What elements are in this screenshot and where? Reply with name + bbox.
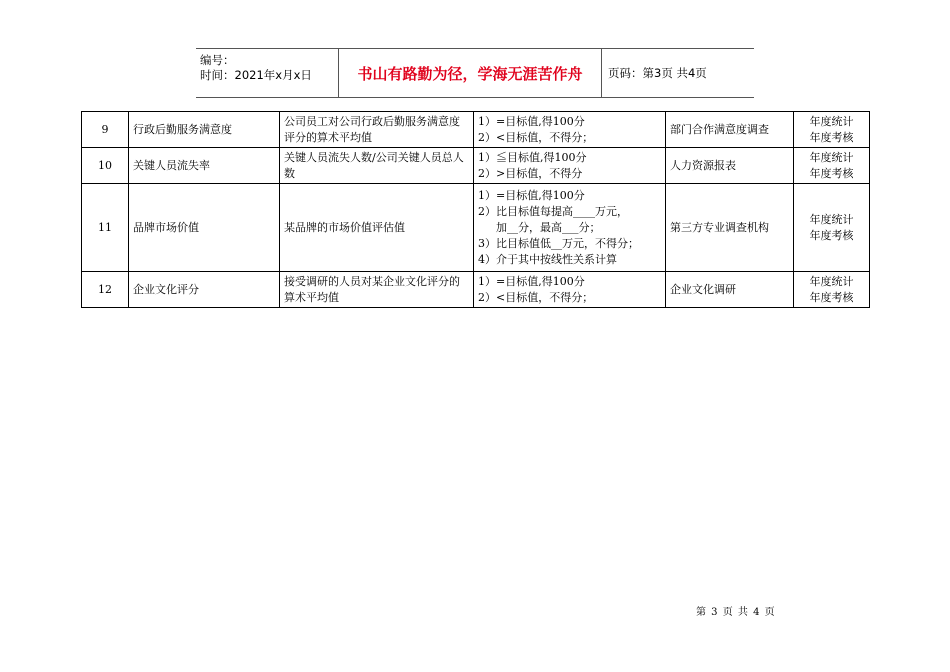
scoring-rules bbox=[474, 148, 666, 184]
document-number-label: 编号： bbox=[200, 53, 235, 67]
indicator-name: 品牌市场价值 bbox=[129, 184, 280, 272]
indicator-name: 关键人员流失率 bbox=[129, 148, 280, 184]
header-meta bbox=[200, 53, 338, 83]
scoring-rule-line: 1）=目标值,得100分 bbox=[478, 274, 585, 288]
data-source: 第三方专业调查机构 bbox=[666, 184, 794, 272]
scoring-rule-line: 1）=目标值,得100分 bbox=[478, 114, 585, 128]
table-row bbox=[82, 112, 870, 148]
period-line: 年度考核 bbox=[809, 228, 854, 242]
data-source: 企业文化调研 bbox=[666, 272, 794, 308]
scoring-rule-line: 4）介于其中按线性关系计算 bbox=[478, 252, 617, 266]
period-line: 年度统计 bbox=[809, 212, 854, 226]
scoring-rules bbox=[474, 272, 666, 308]
row-number: 10 bbox=[82, 148, 129, 184]
indicator-formula: 接受调研的人员对某企业文化评分的算术平均值 bbox=[280, 272, 474, 308]
assessment-period bbox=[794, 272, 870, 308]
period-line: 年度考核 bbox=[809, 290, 854, 304]
row-number: 12 bbox=[82, 272, 129, 308]
scoring-rule-line: 2）>目标值，不得分 bbox=[478, 166, 583, 180]
period-line: 年度考核 bbox=[809, 166, 854, 180]
indicator-formula: 关键人员流失人数/公司关键人员总人数 bbox=[280, 148, 474, 184]
table-row bbox=[82, 272, 870, 308]
scoring-rule-line: 加__分，最高___分； bbox=[496, 220, 601, 234]
scoring-rule-line: 2）<目标值，不得分； bbox=[478, 130, 594, 144]
table-row bbox=[82, 184, 870, 272]
scoring-rule-line: 2）<目标值，不得分； bbox=[478, 290, 594, 304]
period-line: 年度统计 bbox=[809, 114, 854, 128]
period-line: 年度统计 bbox=[809, 274, 854, 288]
data-source: 部门合作满意度调查 bbox=[666, 112, 794, 148]
scoring-rule-line: 3）比目标值低__万元，不得分； bbox=[478, 236, 639, 250]
document-time-label: 时间：2021年x月x日 bbox=[200, 68, 312, 82]
assessment-period bbox=[794, 112, 870, 148]
row-number: 9 bbox=[82, 112, 129, 148]
scoring-rule-line: 1）≦目标值,得100分 bbox=[478, 150, 587, 164]
indicator-formula: 某品牌的市场价值评估值 bbox=[280, 184, 474, 272]
period-line: 年度统计 bbox=[809, 150, 854, 164]
kpi-table bbox=[81, 111, 870, 308]
table-row bbox=[82, 148, 870, 184]
period-line: 年度考核 bbox=[809, 130, 854, 144]
row-number: 11 bbox=[82, 184, 129, 272]
assessment-period bbox=[794, 148, 870, 184]
data-source: 人力资源报表 bbox=[666, 148, 794, 184]
scoring-rule-line: 1）=目标值,得100分 bbox=[478, 188, 585, 202]
indicator-name: 行政后勤服务满意度 bbox=[129, 112, 280, 148]
scoring-rule-line: 2）比目标值每提高____万元， bbox=[478, 204, 628, 218]
indicator-formula: 公司员工对公司行政后勤服务满意度评分的算术平均值 bbox=[280, 112, 474, 148]
indicator-name: 企业文化评分 bbox=[129, 272, 280, 308]
header-page-info: 页码：第3页 共4页 bbox=[608, 66, 707, 80]
header-divider bbox=[601, 49, 602, 97]
scoring-rules bbox=[474, 112, 666, 148]
scoring-rules bbox=[474, 184, 666, 272]
page-header bbox=[196, 48, 754, 98]
page-footer: 第 3 页 共 4 页 bbox=[696, 607, 776, 618]
assessment-period bbox=[794, 184, 870, 272]
header-motto: 书山有路勤为径，学海无涯苦作舟 bbox=[357, 64, 583, 83]
